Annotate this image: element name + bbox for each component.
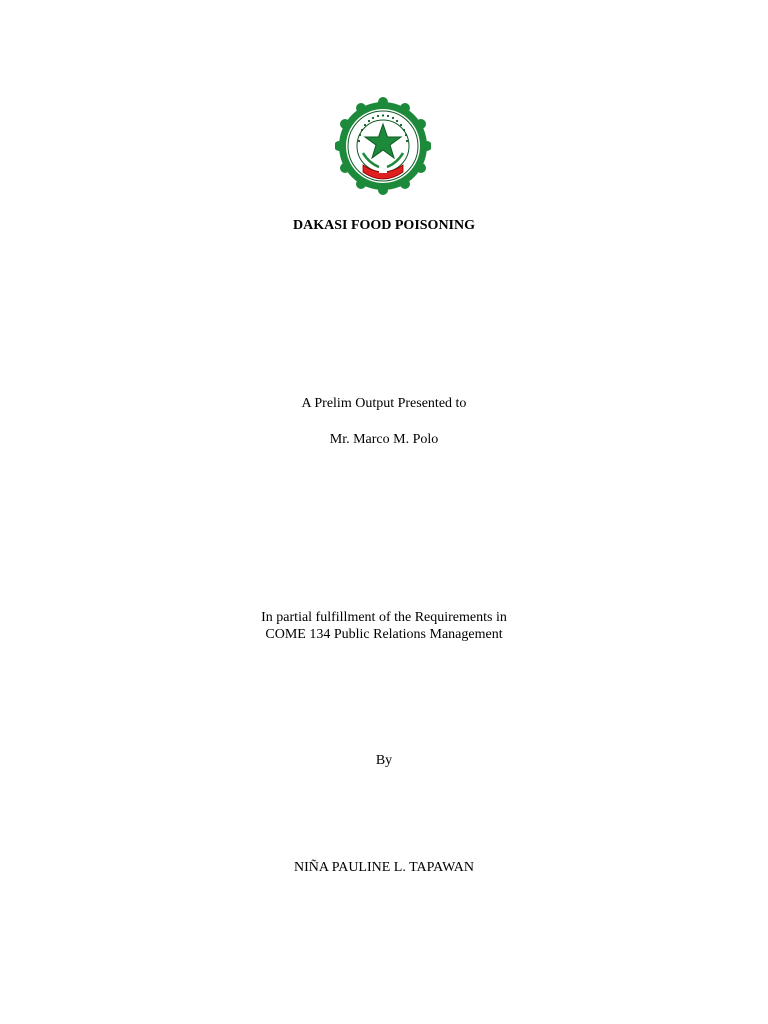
university-seal-logo: [335, 97, 431, 195]
presented-to-label: A Prelim Output Presented to: [301, 396, 467, 411]
author-name: NIÑA PAULINE L. TAPAWAN: [293, 860, 475, 875]
fulfillment-line-1: In partial fulfillment of the Requirements in: [261, 610, 507, 625]
fulfillment-line-2: COME 134 Public Relations Management: [265, 627, 503, 642]
presented-to-name: Mr. Marco M. Polo: [329, 432, 439, 447]
by-label: By: [375, 753, 393, 768]
document-title: DAKASI FOOD POISONING: [292, 218, 476, 233]
